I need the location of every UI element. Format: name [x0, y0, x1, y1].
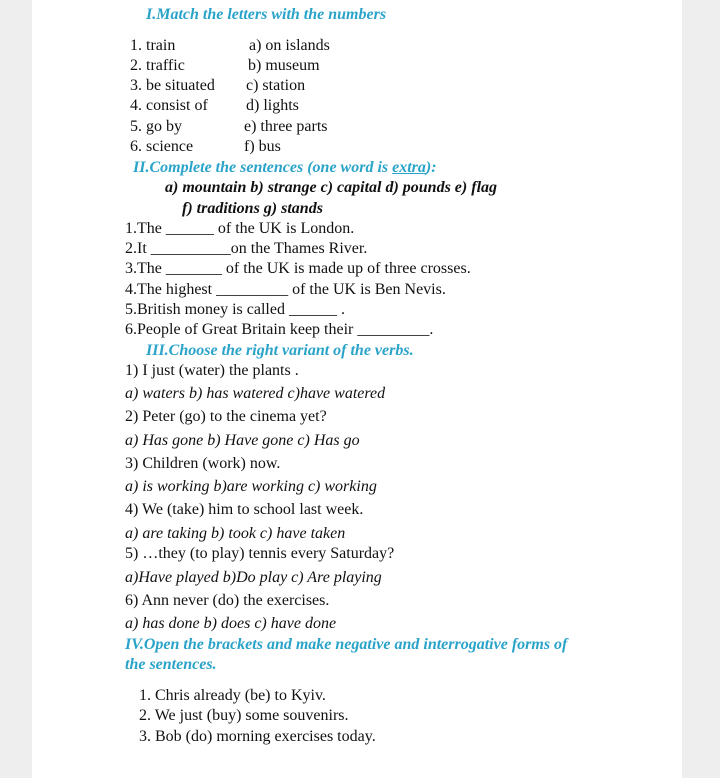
- match-right-e: e) three parts: [244, 118, 328, 135]
- transform-sentence-2: 2. We just (buy) some souvenirs.: [139, 707, 349, 724]
- gap-sentence-3: 3.The _______ of the UK is made up of three crosses.: [125, 260, 471, 277]
- transform-sentence-3: 3. Bob (do) morning exercises today.: [139, 728, 376, 745]
- match-right-d: d) lights: [246, 97, 299, 114]
- verb-question-1: 1) I just (water) the plants .: [125, 362, 299, 379]
- match-right-a: a) on islands: [249, 37, 330, 54]
- verb-answers-4: a) are taking b) took c) have taken: [125, 525, 346, 542]
- verb-answers-6: a) has done b) does c) have done: [125, 615, 337, 632]
- verb-question-6: 6) Ann never (do) the exercises.: [125, 592, 330, 609]
- match-left-4: 4. consist of: [130, 97, 208, 114]
- gap-sentence-5: 5.British money is called ______ .: [125, 301, 345, 318]
- section2-heading-post: ):: [425, 159, 437, 176]
- match-left-3: 3. be situated: [130, 77, 215, 94]
- section3-heading: III.Choose the right variant of the verbs.: [146, 342, 414, 359]
- word-options-line1: a) mountain b) strange c) capital d) pounds e) flag: [165, 179, 498, 196]
- verb-answers-3: a) is working b)are working c) working: [125, 478, 377, 495]
- verb-answers-1: a) waters b) has watered c)have watered: [125, 385, 386, 402]
- match-right-c: c) station: [246, 77, 306, 94]
- gap-sentence-1: 1.The ______ of the UK is London.: [125, 220, 355, 237]
- word-options-line2: f) traditions g) stands: [182, 200, 323, 217]
- worksheet-page: [32, 0, 682, 778]
- match-left-2: 2. traffic: [130, 57, 185, 74]
- verb-question-5: 5) …they (to play) tennis every Saturday?: [125, 545, 395, 562]
- section2-heading-pre: II.Complete the sentences (one word is: [133, 159, 393, 176]
- section4-heading-line2: the sentences.: [125, 656, 217, 673]
- section2-heading: [133, 158, 437, 178]
- verb-question-3: 3) Children (work) now.: [125, 455, 281, 472]
- gap-sentence-6: 6.People of Great Britain keep their _________.: [125, 321, 434, 338]
- match-right-f: f) bus: [244, 138, 281, 155]
- gap-sentence-4: 4.The highest _________ of the UK is Ben Nevis.: [125, 281, 446, 298]
- verb-question-4: 4) We (take) him to school last week.: [125, 501, 364, 518]
- transform-sentence-1: 1. Chris already (be) to Kyiv.: [139, 687, 326, 704]
- match-right-b: b) museum: [248, 57, 320, 74]
- match-left-1: 1. train: [130, 37, 176, 54]
- match-left-6: 6. science: [130, 138, 194, 155]
- section1-heading: I.Match the letters with the numbers: [146, 6, 387, 23]
- section4-heading-line1: IV.Open the brackets and make negative and interrogative forms of: [125, 636, 568, 653]
- verb-answers-2: a) Has gone b) Have gone c) Has go: [125, 432, 360, 449]
- verb-answers-5: a)Have played b)Do play c) Are playing: [125, 569, 382, 586]
- section2-heading-extra: extra: [392, 159, 426, 176]
- gap-sentence-2: 2.It __________on the Thames River.: [125, 240, 368, 257]
- match-left-5: 5. go by: [130, 118, 182, 135]
- verb-question-2: 2) Peter (go) to the cinema yet?: [125, 408, 327, 425]
